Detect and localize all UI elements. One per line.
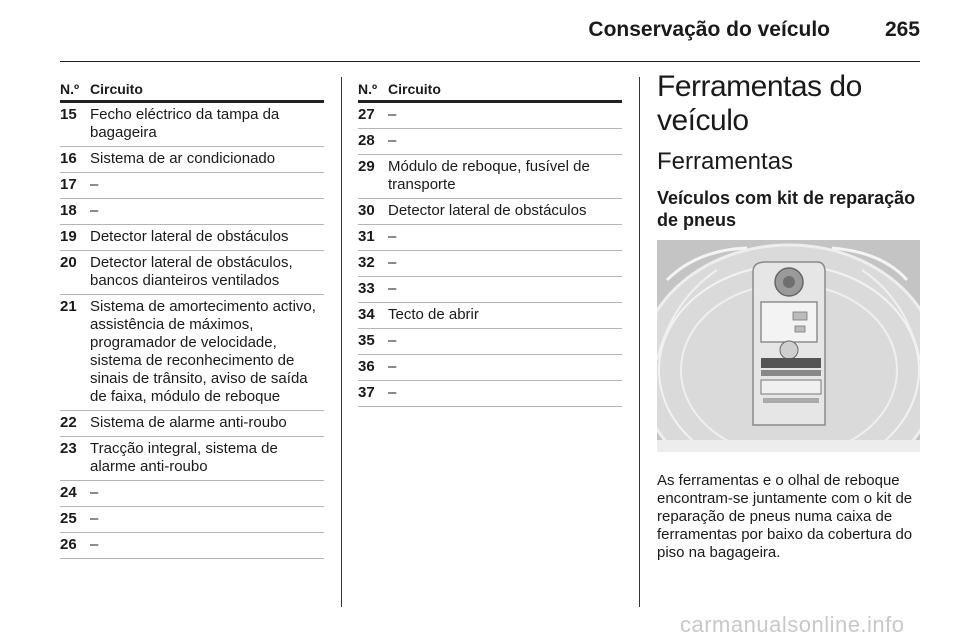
- fuse-number: 17: [60, 176, 77, 193]
- table-row: [60, 507, 324, 533]
- fuse-number: 28: [358, 132, 375, 149]
- table-row: [358, 129, 622, 155]
- circuit-description: –: [388, 132, 397, 149]
- fuse-number: 36: [358, 358, 375, 375]
- subsection-title: Ferramentas: [657, 148, 794, 175]
- fuse-table-left: [60, 78, 324, 559]
- col-circuit-header: Circuito: [90, 81, 143, 97]
- circuit-description: –: [90, 484, 99, 501]
- circuit-description: Sistema de amortecimento activo, assistência de máximos, programador de velocidade, sistema de reconhecimento de sinais de trânsito, aviso de saída de faixa, módulo de reboque: [90, 298, 316, 405]
- table-row: [60, 173, 324, 199]
- fuse-number: 32: [358, 254, 375, 271]
- table-row: [60, 437, 324, 481]
- col-circuit-header: Circuito: [388, 81, 441, 97]
- table-row: [358, 329, 622, 355]
- table-row: [358, 225, 622, 251]
- column-divider: [639, 77, 640, 607]
- fuse-number: 22: [60, 414, 77, 431]
- table-row: [60, 295, 324, 411]
- table-row: [60, 103, 324, 147]
- table-row: [358, 103, 622, 129]
- col-num-header: N.º: [60, 81, 80, 97]
- circuit-description: Sistema de alarme anti-roubo: [90, 414, 287, 431]
- fuse-number: 20: [60, 254, 77, 271]
- circuit-description: –: [388, 254, 397, 271]
- tool-kit-illustration: [657, 240, 920, 452]
- circuit-description: Detector lateral de obstáculos: [90, 228, 289, 245]
- circuit-description: –: [388, 106, 397, 123]
- circuit-description: Fecho eléctrico da tampa da bagageira: [90, 106, 280, 141]
- page-number: 265: [884, 18, 920, 41]
- table-header: [60, 78, 324, 103]
- fuse-number: 29: [358, 158, 375, 175]
- fuse-number: 16: [60, 150, 77, 167]
- tools-section: [657, 70, 920, 562]
- circuit-description: –: [90, 176, 99, 193]
- circuit-description: –: [388, 280, 397, 297]
- table-row: [60, 225, 324, 251]
- fuse-number: 19: [60, 228, 77, 245]
- table-row: [358, 251, 622, 277]
- fuse-number: 31: [358, 228, 375, 245]
- circuit-description: –: [388, 332, 397, 349]
- circuit-description: Sistema de ar condicionado: [90, 150, 276, 167]
- column-divider: [341, 77, 342, 607]
- table-row: [358, 303, 622, 329]
- fuse-number: 24: [60, 484, 77, 501]
- header-title: Conservação do veículo: [588, 18, 830, 41]
- section-title: Ferramentas do veículo: [657, 70, 862, 137]
- table-row: [60, 533, 324, 559]
- table-row: [60, 251, 324, 295]
- fuse-number: 21: [60, 298, 77, 315]
- fuse-number: 26: [60, 536, 77, 553]
- fuse-number: 30: [358, 202, 375, 219]
- table-row: [358, 199, 622, 225]
- page-header: [60, 0, 920, 62]
- fuse-number: 33: [358, 280, 375, 297]
- circuit-description: Tracção integral, sistema de alarme anti-roubo: [90, 440, 278, 475]
- table-row: [60, 481, 324, 507]
- circuit-description: Módulo de reboque, fusível de transporte: [388, 158, 590, 193]
- table-row: [358, 355, 622, 381]
- fuse-number: 37: [358, 384, 375, 401]
- watermark: carmanualsonline.info: [680, 612, 905, 637]
- circuit-description: –: [90, 536, 99, 553]
- table-row: [60, 147, 324, 173]
- fuse-number: 15: [60, 106, 77, 123]
- subsubsection-title: Veículos com kit de reparação de pneus: [657, 188, 916, 230]
- fuse-number: 23: [60, 440, 77, 457]
- fuse-number: 34: [358, 306, 375, 323]
- table-row: [358, 277, 622, 303]
- col-num-header: N.º: [358, 81, 378, 97]
- circuit-description: Tecto de abrir: [388, 306, 479, 323]
- table-header: [358, 78, 622, 103]
- fuse-number: 35: [358, 332, 375, 349]
- circuit-description: –: [90, 202, 99, 219]
- table-row: [358, 155, 622, 199]
- table-row: [60, 199, 324, 225]
- circuit-description: –: [388, 384, 397, 401]
- tools-description: As ferramentas e o olhal de reboque encontram-se juntamente com o kit de reparação de pneus numa caixa de ferramentas por baixo da cobertura do piso na bagageira.: [657, 472, 913, 561]
- circuit-description: –: [90, 510, 99, 527]
- fuse-table-right: [358, 78, 622, 407]
- table-row: [60, 411, 324, 437]
- circuit-description: –: [388, 358, 397, 375]
- fuse-number: 25: [60, 510, 77, 527]
- fuse-number: 27: [358, 106, 375, 123]
- circuit-description: Detector lateral de obstáculos, bancos dianteiros ventilados: [90, 254, 293, 289]
- table-row: [358, 381, 622, 407]
- circuit-description: –: [388, 228, 397, 245]
- fuse-number: 18: [60, 202, 77, 219]
- circuit-description: Detector lateral de obstáculos: [388, 202, 587, 219]
